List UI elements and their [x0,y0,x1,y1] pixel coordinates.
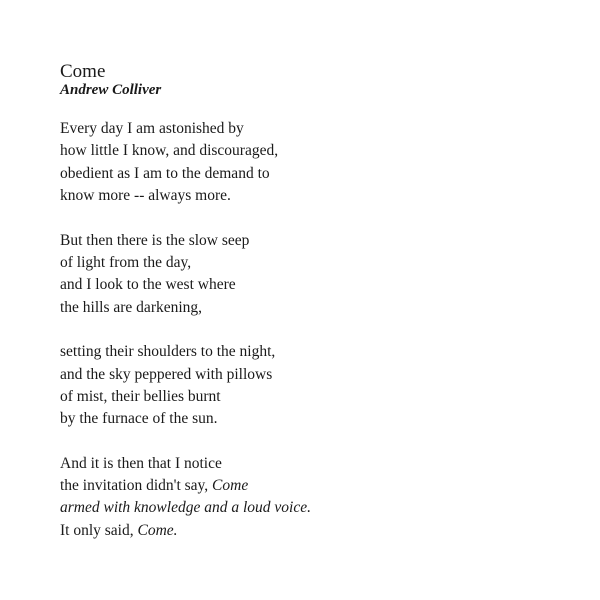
poem-line: how little I know, and discouraged, [60,142,279,160]
poem-line: But then there is the slow seep [60,231,250,249]
poem-line: of mist, their bellies burnt [60,387,221,405]
stanza-3 [60,341,560,431]
poem-line-italic: Come [212,477,249,495]
poem-line: obedient as I am to the demand to [60,164,270,182]
stanza-2 [60,230,560,320]
poem-line-text: the invitation didn't say, [60,477,213,495]
poem-line [60,520,560,542]
poem-author: Andrew Colliver [60,82,162,98]
poem-line-italic: armed with knowledge and a loud voice. [60,499,311,517]
poem-line: know more -- always more. [60,187,231,205]
poem-line: of light from the day, [60,253,192,271]
stanza-4 [60,453,560,543]
poem-line: and I look to the west where [60,276,236,294]
poem-line [60,475,560,497]
poem-line: the hills are darkening, [60,298,203,316]
poem-line-italic: Come. [137,521,178,539]
stanza-1 [60,118,560,208]
poem-line: Every day I am astonished by [60,120,244,137]
poem-line: and the sky peppered with pillows [60,365,273,383]
poem [60,62,560,564]
poem-line-text: It only said, [60,521,138,539]
poem-line: by the furnace of the sun. [60,410,218,428]
poem-line: And it is then that I notice [60,454,222,472]
poem-line: setting their shoulders to the night, [60,343,276,361]
poem-title: Come [60,61,106,82]
